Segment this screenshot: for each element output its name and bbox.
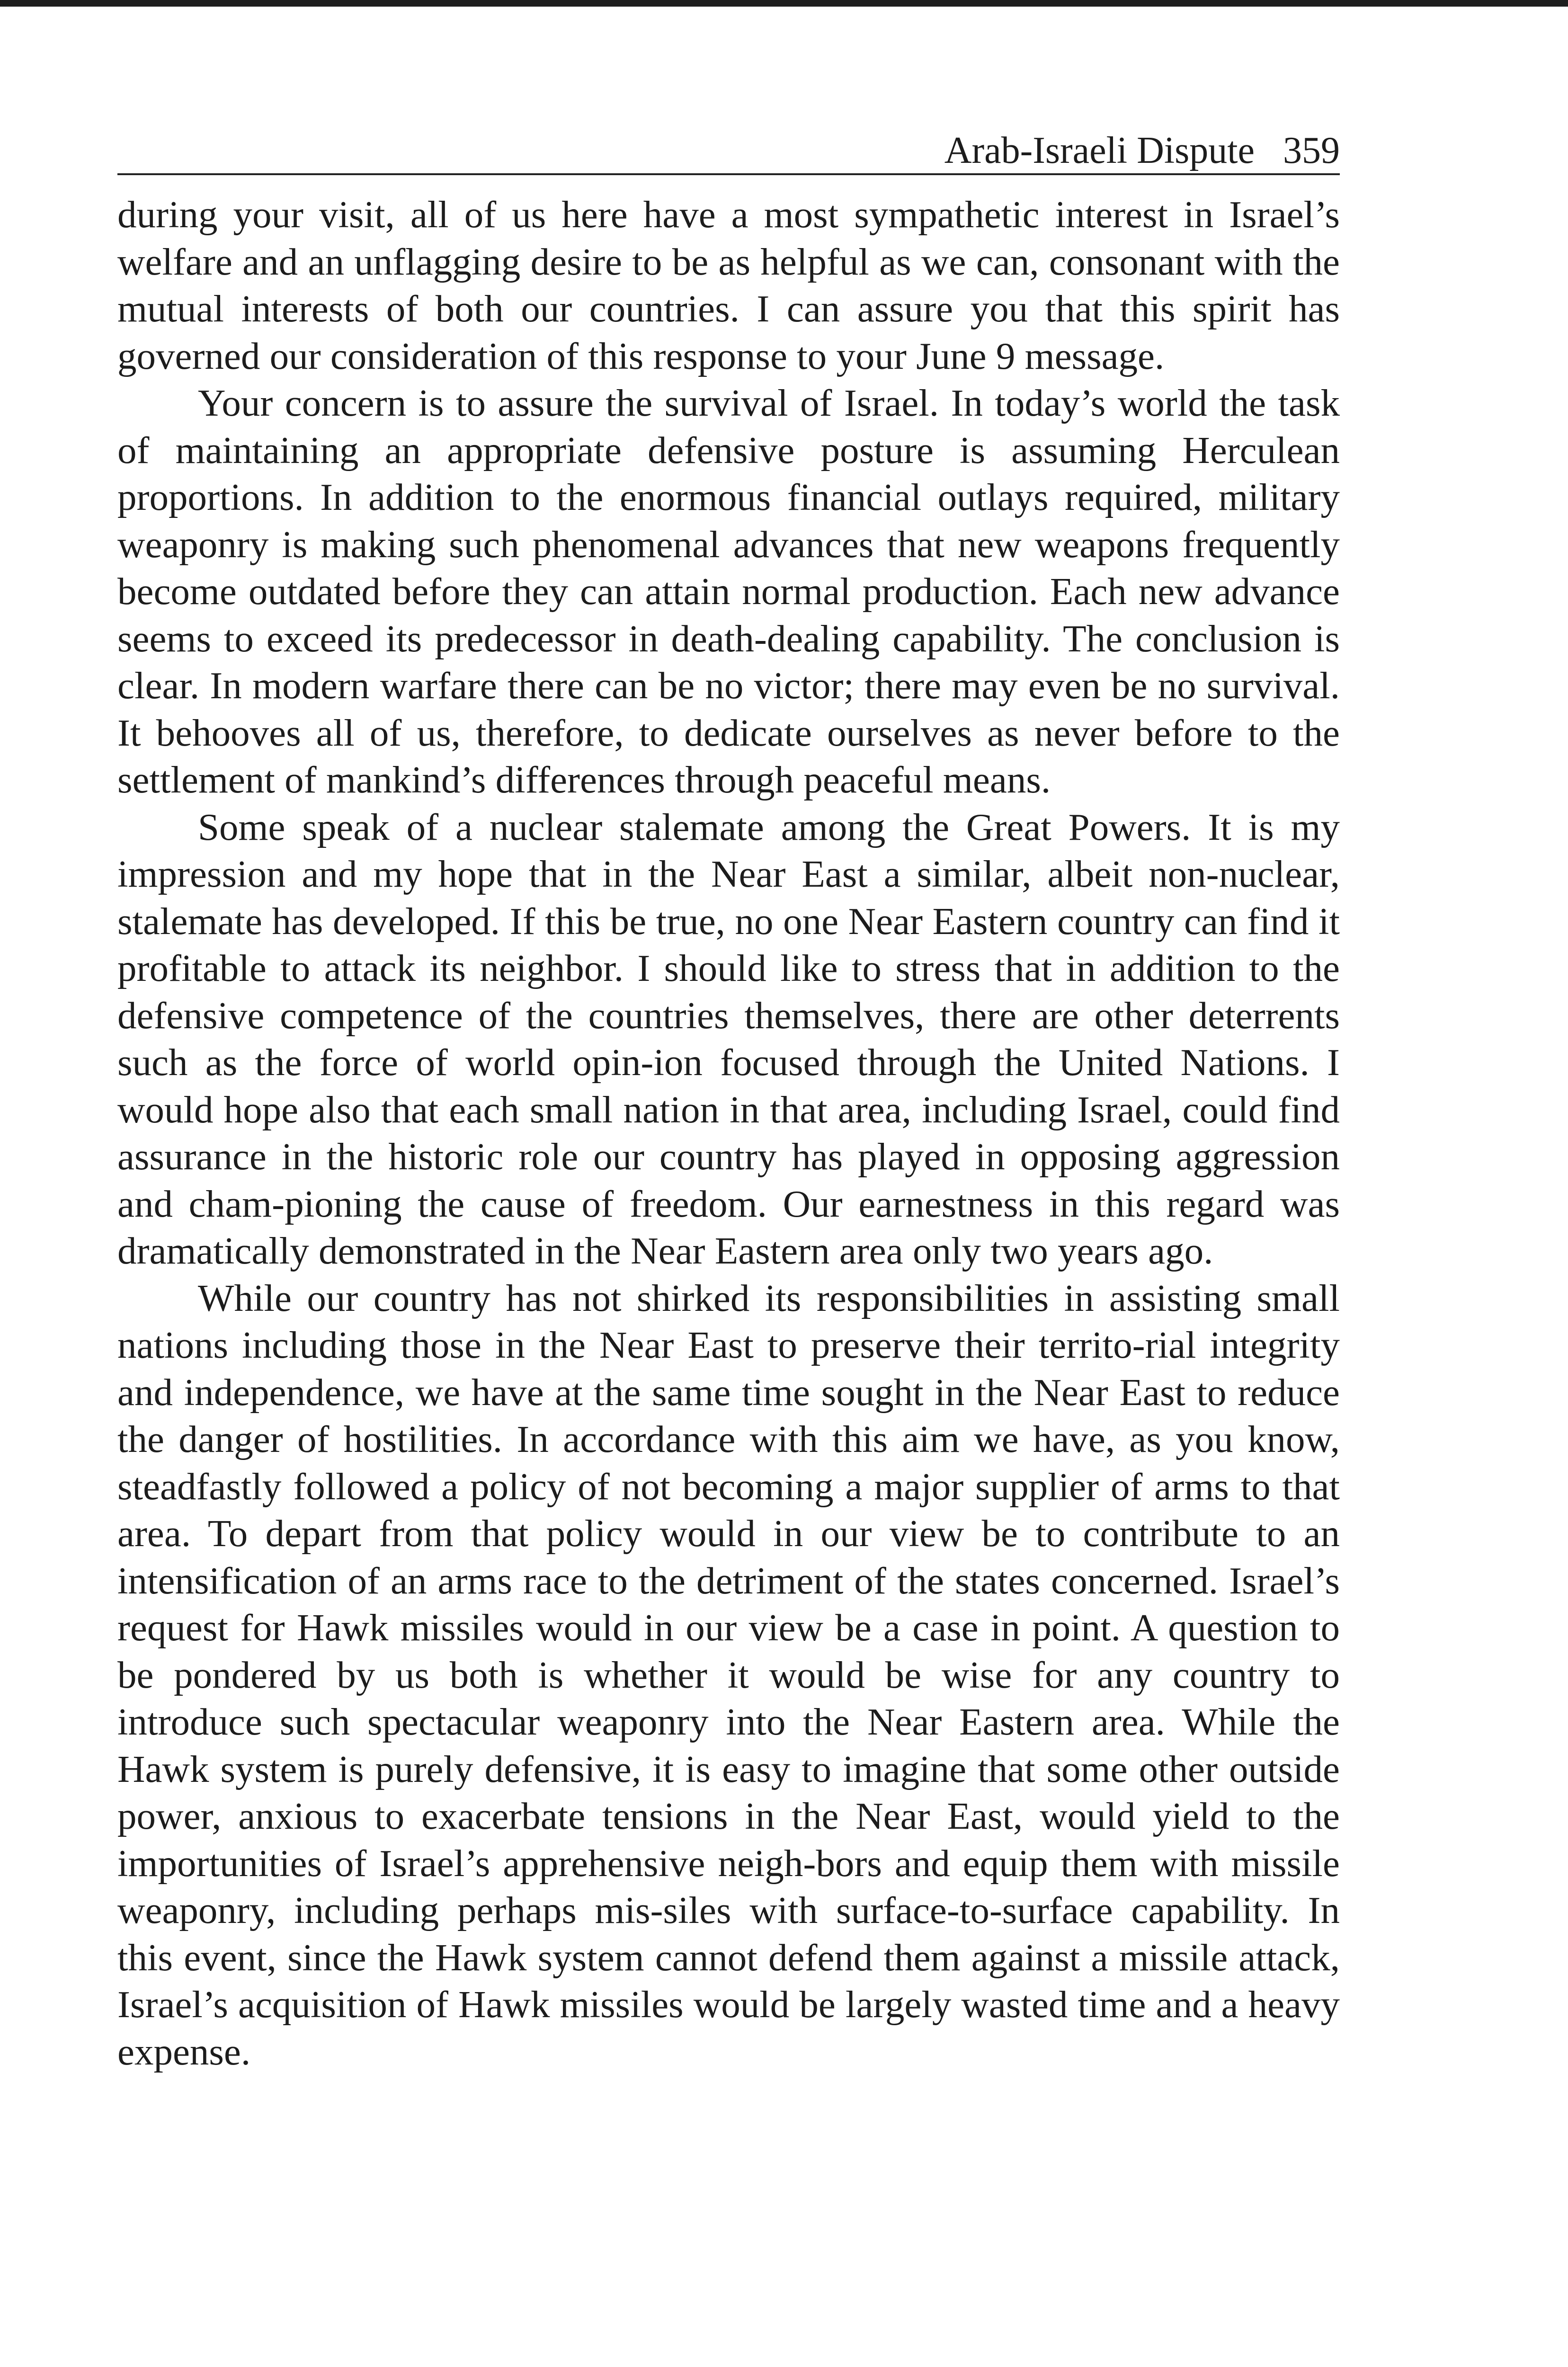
paragraph-4: While our country has not shirked its responsibilities in assisting small nations including those in the Near East to preserve their territo-rial integrity and independence, we have at the same time sought in the Near East to reduce the danger of hostilities. In accordance with this aim we have, as you know, steadfastly followed a policy of not becoming a major supplier of arms to that area. To depart from that policy would in our view be to contribute to an intensification of an arms race to the detriment of the states concerned. Israel’s request for Hawk missiles would in our view be a case in point. A question to be pondered by us both is whether it would be wise for any country to introduce such spectacular weaponry into the Near Eastern area. While the Hawk system is purely defensive, it is easy to imagine that some other outside power, anxious to exacerbate tensions in the Near East, would yield to the importunities of Israel’s apprehensive neigh-bors and equip them with missile weaponry, including perhaps mis-siles with surface-to-surface capability. In this event, since the Hawk system cannot defend them against a missile attack, Israel’s acquisition of Hawk missiles would be largely wasted time and a heavy expense. xyxy=(117,1276,1340,2073)
running-title: Arab-Israeli Dispute xyxy=(944,130,1255,171)
paragraph-2: Your concern is to assure the survival of Israel. In today’s world the task of maintaining an appropriate defensive posture is assuming Herculean proportions. In addition to the enormous financial outlays required, military weaponry is making such phenomenal advances that new weapons frequently become outdated before they can attain normal production. Each new advance seems to exceed its predecessor in death-dealing capability. The conclusion is clear. In modern warfare there can be no victor; there may even be no survival. It behooves all of us, therefore, to dedicate ourselves as never before to the settlement of mankind’s differences through peaceful means. xyxy=(117,382,1340,801)
book-page xyxy=(117,118,1340,2075)
running-header-content xyxy=(944,132,1340,169)
paragraph-1: during your visit, all of us here have a most sympathetic interest in Israel’s welfare and an unflagging desire to be as helpful as we can, consonant with the mutual interests of both our countries. I can assure you that this spirit has governed our consideration of this response to your June 9 message. xyxy=(117,193,1340,377)
body-text xyxy=(117,191,1340,2075)
paragraph-3: Some speak of a nuclear stalemate among the Great Powers. It is my impression and my hope that in the Near East a similar, albeit non-nuclear, stalemate has developed. If this be true, no one Near Eastern country can find it profitable to attack its neighbor. I should like to stress that in addition to the defensive competence of the countries themselves, there are other deterrents such as the force of world opin-ion focused through the United Nations. I would hope also that each small nation in that area, including Israel, could find assurance in the historic role our country has played in opposing aggression and cham-pioning the cause of freedom. Our earnestness in this regard was dramatically demonstrated in the Near Eastern area only two years ago. xyxy=(117,805,1340,1272)
scan-top-edge xyxy=(0,0,1568,7)
running-header xyxy=(117,118,1340,175)
page-number: 359 xyxy=(1283,130,1340,171)
